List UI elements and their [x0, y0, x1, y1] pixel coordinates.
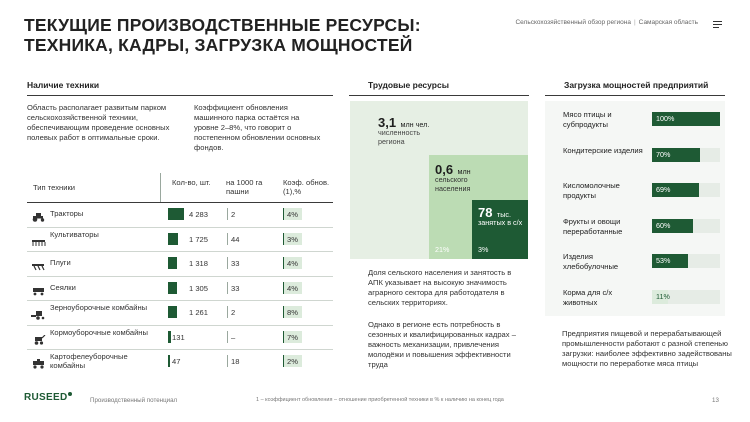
- equipment-name: Плуги: [50, 258, 71, 267]
- rural-share: 21%: [435, 245, 450, 254]
- capacity-pct: 69%: [656, 185, 671, 194]
- capacity-pct: 60%: [656, 220, 671, 230]
- equipment-name: Тракторы: [50, 209, 84, 218]
- labor-need-description: Однако в регионе есть потребность в сезонных и квалифицированных кадрах – важность механизации, привлечения молодёжи и повышения эффективности труда: [368, 320, 516, 369]
- agro-share: 3%: [478, 245, 489, 254]
- equipment-count: 47: [172, 357, 181, 366]
- equipment-count: 1 305: [189, 283, 209, 293]
- header-separator: |: [633, 19, 636, 26]
- per1000-divider: [227, 355, 228, 367]
- equipment-name: Картофелеуборочные комбайны: [50, 352, 128, 370]
- per1000-divider: [227, 282, 228, 294]
- capacity-section-title: Загрузка мощностей предприятий: [564, 80, 709, 90]
- equipment-per1000: –: [231, 332, 236, 342]
- count-bar: [168, 233, 178, 245]
- capacity-note: Предприятия пищевой и перерабатывающей промышленности работают с разной степенью загрузки: наиболее эффективно задействованы мощности по переработке мяса птицы: [562, 329, 732, 368]
- equipment-count: 4 283: [189, 210, 209, 219]
- capacity-label: Кондитерские изделия: [563, 145, 643, 155]
- labor-section-rule: [349, 95, 529, 96]
- col-divider: [160, 173, 161, 203]
- equipment-coef: 8%: [287, 308, 298, 317]
- seeder-icon: [31, 283, 46, 293]
- header-breadcrumb: [515, 19, 698, 26]
- count-bar: [168, 208, 184, 220]
- forage-harvester-icon: [31, 332, 46, 342]
- ruseed-logo: [24, 392, 72, 403]
- per1000-divider: [227, 257, 228, 269]
- plough-icon: [31, 258, 46, 268]
- logo-dot-icon: [68, 392, 72, 396]
- count-bar: [168, 257, 177, 269]
- footer-subtitle: Производственный потенциал: [90, 397, 178, 404]
- logo-text: RUSEED: [24, 392, 68, 403]
- equipment-name: Культиваторы: [50, 229, 99, 239]
- count-bar: [168, 331, 171, 343]
- equipment-coef: 4%: [287, 283, 298, 293]
- equipment-name: Кормоуборочные комбайны: [50, 327, 148, 337]
- footer-footnote: 1 – коэффициент обновления – отношение приобретенной техники в % к наличию на конец года: [256, 397, 504, 403]
- population-total-unit: млн чел.: [400, 120, 430, 129]
- header-review-title: Сельскохозяйственный обзор региона: [515, 19, 631, 26]
- capacity-label: Фрукты и овощи переработанные: [563, 216, 623, 236]
- page-title-line1: ТЕКУЩИЕ ПРОИЗВОДСТВЕННЫЕ РЕСУРСЫ:: [24, 15, 421, 35]
- count-bar: [168, 282, 177, 294]
- rural-population-value: 0,6: [435, 162, 454, 177]
- equipment-description: Область располагает развитым парком сельскохозяйственной техники, обеспечивающим проведение основных полевых работ в оптимальные сроки.: [27, 103, 170, 142]
- population-total-label: численность региона: [378, 128, 421, 146]
- capacity-label: Корма для с/х животных: [563, 287, 613, 307]
- col-header-coef: Коэф. обнов.(1),%: [283, 178, 330, 196]
- per1000-divider: [227, 306, 228, 318]
- equipment-name: Зерноуборочные комбайны: [50, 303, 148, 312]
- equipment-coef: 2%: [287, 357, 298, 366]
- equipment-per1000: 33: [231, 283, 240, 293]
- grain-harvester-icon: [31, 307, 46, 317]
- col-header-type: Тип техники: [33, 183, 76, 192]
- equipment-count: 1 318: [189, 259, 209, 268]
- cultivator-icon: [31, 234, 46, 244]
- count-bar: [168, 306, 177, 318]
- labor-section-title: Трудовые ресурсы: [368, 80, 449, 90]
- equipment-count: 131: [172, 332, 185, 342]
- renewal-description: Коэффициент обновления машинного парка остаётся на уровне 2–8%, что говорит о постепенном обновлении основных фондов.: [194, 103, 321, 152]
- population-total-value: 3,1: [378, 115, 397, 130]
- equipment-per1000: 2: [231, 308, 236, 317]
- equipment-per1000: 18: [231, 357, 240, 366]
- col-header-per1000: на 1000 га пашни: [226, 178, 263, 196]
- equipment-per1000: 33: [231, 259, 240, 268]
- labor-description: Доля сельского населения и занятость в АПК указывает на высокую значимость аграрного сектора для работодателя в сельских территориях.: [368, 268, 512, 307]
- header-region: Самарская область: [638, 19, 698, 26]
- per1000-divider: [227, 233, 228, 245]
- equipment-name: Сеялки: [50, 282, 76, 292]
- agro-employment-unit: тыс.: [496, 210, 511, 219]
- equipment-section-title: Наличие техники: [27, 80, 100, 90]
- page-title: [24, 15, 421, 55]
- equipment-count: 1 725: [189, 234, 209, 244]
- capacity-label: Мясо птицы и субпродукты: [563, 110, 612, 129]
- potato-harvester-icon: [31, 356, 46, 366]
- capacity-label: Кисломолочные продукты: [563, 181, 620, 200]
- equipment-coef: 3%: [287, 234, 298, 244]
- tractor-icon: [31, 209, 46, 219]
- col-header-count: Кол-во, шт.: [172, 178, 211, 187]
- per1000-divider: [227, 331, 228, 343]
- capacity-pct: 11%: [656, 291, 670, 301]
- equipment-coef: 7%: [287, 332, 298, 342]
- capacity-pct: 70%: [656, 149, 671, 159]
- capacity-panel: [545, 101, 725, 316]
- equipment-count: 1 261: [189, 308, 209, 317]
- per1000-divider: [227, 208, 228, 220]
- equipment-coef: 4%: [287, 259, 298, 268]
- capacity-pct: 100%: [656, 114, 675, 123]
- equipment-per1000: 2: [231, 210, 236, 219]
- count-bar: [168, 355, 170, 367]
- equipment-per1000: 44: [231, 234, 240, 244]
- agro-employment-value: 78: [478, 205, 493, 220]
- capacity-section-rule: [545, 95, 725, 96]
- agro-employment-label: занятых в с/х: [478, 218, 523, 227]
- page-title-line2: ТЕХНИКА, КАДРЫ, ЗАГРУЗКА МОЩНОСТЕЙ: [24, 35, 413, 55]
- menu-icon[interactable]: [713, 21, 722, 28]
- page-number: 13: [712, 397, 719, 404]
- rural-population-unit: млн: [457, 167, 471, 176]
- capacity-pct: 53%: [656, 256, 671, 265]
- capacity-label: Изделия хлебобулочные: [563, 252, 619, 271]
- equipment-coef: 4%: [287, 210, 298, 219]
- rural-population-label: сельского населения: [435, 175, 471, 193]
- equipment-section-rule: [27, 95, 333, 96]
